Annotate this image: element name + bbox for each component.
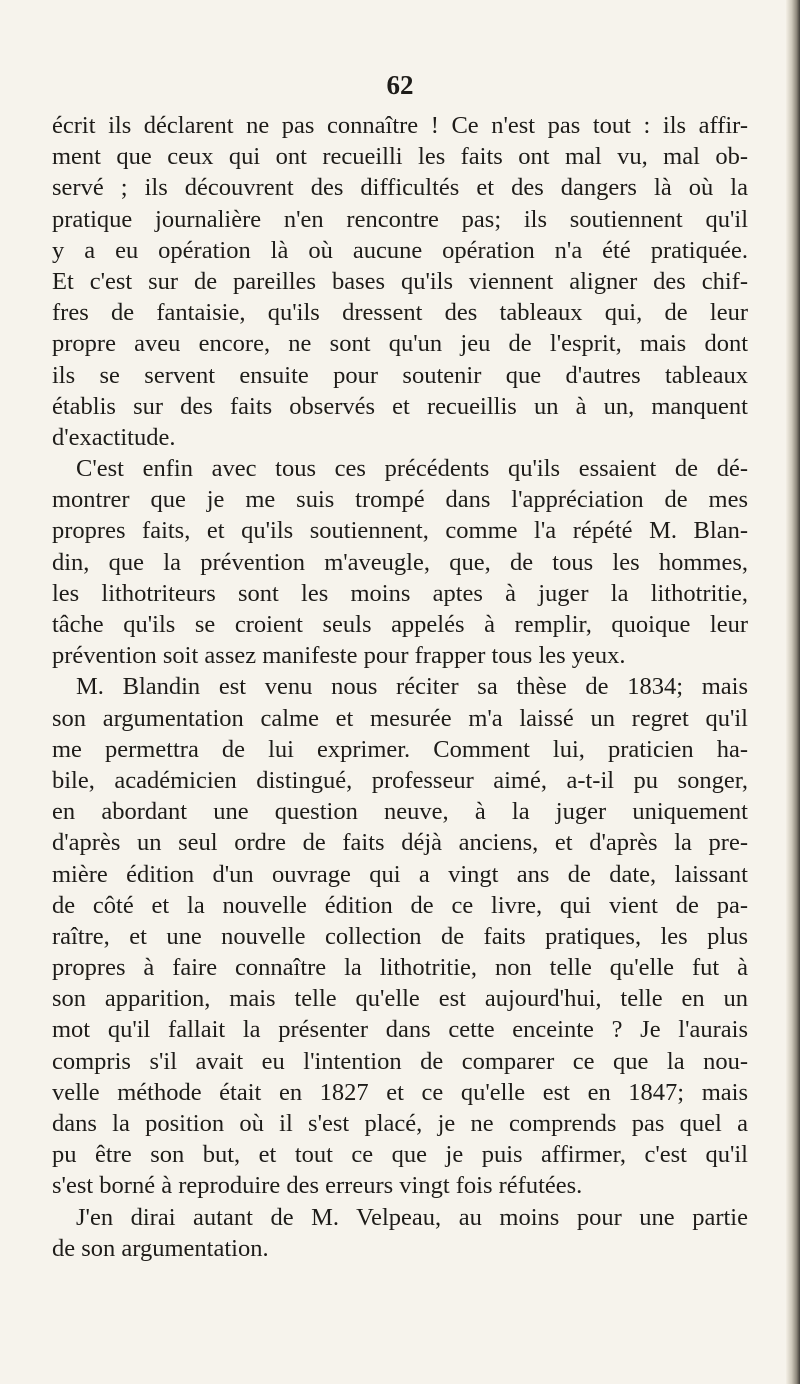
text-line: dans la position où il s'est placé, je ne comprends pas quel a (52, 1110, 748, 1137)
text-line: montrer que je me suis trompé dans l'appréciation de mes (52, 486, 748, 514)
text-line: din, que la prévention m'aveugle, que, de tous les hommes, (52, 548, 748, 576)
text-line: en abordant une question neuve, à la juger uniquement (52, 798, 748, 826)
text-line: Et c'est sur de pareilles bases qu'ils viennent aligner des chif- (52, 267, 748, 295)
text-line: raître, et une nouvelle collection de faits pratiques, les plus (52, 922, 748, 950)
text-line: propres faits, et qu'ils soutiennent, comme l'a répété M. Blan- (52, 517, 748, 545)
page-edge-shadow (786, 0, 800, 1384)
text-line: propres à faire connaître la lithotritie, non telle qu'elle fut à (52, 954, 748, 982)
text-line: établis sur des faits observés et recueillis un à un, manquent (52, 392, 748, 420)
text-line: C'est enfin avec tous ces précédents qu'ils essaient de dé- (76, 455, 748, 483)
text-line: bile, académicien distingué, professeur aimé, a-t-il pu songer, (52, 766, 748, 794)
text-line: pratique journalière n'en rencontre pas; ils soutiennent qu'il (52, 205, 748, 233)
text-line: ment que ceux qui ont recueilli les faits ont mal vu, mal ob- (52, 143, 748, 171)
text-line: d'exactitude. (52, 423, 176, 451)
text-line: M. Blandin est venu nous réciter sa thèse de 1834; mais (76, 673, 748, 701)
text-line: tâche qu'ils se croient seuls appelés à remplir, quoique leur (52, 611, 748, 638)
text-line: de son argumentation. (52, 1234, 269, 1262)
text-line: velle méthode était en 1827 et ce qu'elle est en 1847; mais (52, 1078, 748, 1106)
text-line: d'après un seul ordre de faits déjà anciens, et d'après la pre- (52, 829, 748, 857)
text-line: mière édition d'un ouvrage qui a vingt ans de date, laissant (52, 860, 748, 888)
body-text (52, 110, 748, 1264)
text-line: servé ; ils découvrent des difficultés et des dangers là où la (52, 174, 748, 202)
text-line: me permettra de lui exprimer. Comment lui, praticien ha- (52, 735, 748, 763)
text-line: fres de fantaisie, qu'ils dressent des tableaux qui, de leur (52, 299, 748, 327)
text-line: propre aveu encore, ne sont qu'un jeu de l'esprit, mais dont (52, 330, 748, 358)
text-line: mot qu'il fallait la présenter dans cette enceinte ? Je l'aurais (52, 1016, 748, 1044)
text-line: compris s'il avait eu l'intention de comparer ce que la nou- (52, 1047, 748, 1075)
text-line: pu être son but, et tout ce que je puis affirmer, c'est qu'il (52, 1141, 748, 1169)
text-line: y a eu opération là où aucune opération n'a été pratiquée. (52, 236, 748, 264)
text-line: son apparition, mais telle qu'elle est aujourd'hui, telle en un (52, 985, 748, 1013)
text-line: s'est borné à reproduire des erreurs vingt fois réfutées. (52, 1172, 583, 1200)
text-line: son argumentation calme et mesurée m'a laissé un regret qu'il (52, 704, 748, 732)
text-line: J'en dirai autant de M. Velpeau, au moins pour une partie (76, 1203, 748, 1231)
text-line: les lithotriteurs sont les moins aptes à juger la lithotritie, (52, 579, 748, 607)
text-line: prévention soit assez manifeste pour frapper tous les yeux. (52, 642, 626, 670)
page-number: 62 (386, 70, 414, 100)
text-line: écrit ils déclarent ne pas connaître ! Ce n'est pas tout : ils affir- (52, 112, 748, 139)
text-line: ils se servent ensuite pour soutenir que d'autres tableaux (52, 361, 748, 389)
text-line: de côté et la nouvelle édition de ce livre, qui vient de pa- (52, 891, 748, 919)
